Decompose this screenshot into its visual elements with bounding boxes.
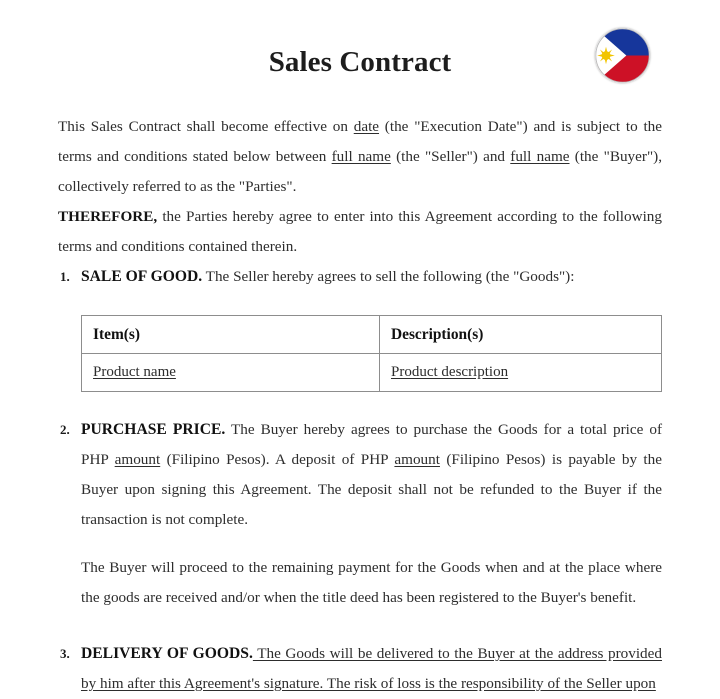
clause-2-text-1: The Buyer hereby agrees to purchase the Goods for a total price of PHP	[81, 421, 662, 468]
document-header	[0, 0, 720, 112]
clause-2-number: 2.	[60, 422, 70, 437]
table-row	[82, 354, 662, 392]
table-header-items: Item(s)	[82, 316, 380, 354]
clause-3-text: The Goods will be delivered to the Buyer at the address provided by him after this Agreement's signature. The risk of loss is the responsibility of the Seller upon	[81, 645, 662, 692]
clause-2-body	[81, 415, 662, 535]
intro-text-2: (the "Execution Date") and is subject to the terms and conditions stated below between	[58, 118, 662, 165]
field-seller-name[interactable]: full name	[331, 148, 391, 165]
therefore-lead: THEREFORE,	[58, 208, 158, 225]
intro-paragraph	[58, 112, 662, 202]
clause-1-title: SALE OF GOOD.	[81, 268, 203, 285]
intro-text-3: (the "Seller") and	[390, 148, 511, 165]
goods-table	[81, 315, 662, 392]
table-cell-product-description[interactable]	[380, 354, 662, 392]
therefore-text: the Parties hereby agree to enter into this Agreement according to the following terms and conditions contained therein.	[58, 208, 662, 255]
clause-delivery-of-goods	[58, 639, 662, 699]
clause-purchase-price	[58, 415, 662, 613]
intro-text-4: (the "Buyer"), collectively referred to as the "Parties".	[58, 148, 662, 195]
field-product-name[interactable]: Product name	[93, 364, 176, 380]
clause-3-title: DELIVERY OF GOODS.	[81, 645, 253, 662]
clause-2-title: PURCHASE PRICE.	[81, 421, 226, 438]
clause-1-body	[81, 262, 662, 292]
field-total-price-amount[interactable]: amount	[114, 451, 161, 468]
therefore-paragraph	[58, 202, 662, 262]
clause-sale-of-good	[58, 262, 662, 292]
table-header-descriptions: Description(s)	[380, 316, 662, 354]
table-cell-product-name[interactable]	[82, 354, 380, 392]
page-title: Sales Contract	[268, 46, 452, 78]
philippines-flag-icon	[595, 28, 650, 83]
clause-2-paragraph-2: The Buyer will proceed to the remaining payment for the Goods when and at the place where the goods are received and/or when the title deed has been registered to the Buyer's benefit.	[81, 559, 662, 606]
field-buyer-name[interactable]: full name	[510, 148, 570, 165]
field-deposit-amount[interactable]: amount	[394, 451, 440, 468]
field-execution-date[interactable]: date	[353, 118, 380, 135]
table-header-row	[82, 316, 662, 354]
clause-2-text-3: (Filipino Pesos) is payable by the Buyer upon signing this Agreement. The deposit shall not be refunded to the Buyer if the transaction is not complete.	[81, 451, 662, 528]
clause-3-number: 3.	[60, 646, 70, 661]
clause-2-text-2: (Filipino Pesos). A deposit of PHP	[160, 451, 395, 468]
clause-1-text: The Seller hereby agrees to sell the following (the "Goods"):	[202, 268, 575, 285]
intro-text-1: This Sales Contract shall become effective on	[58, 118, 354, 135]
field-product-description[interactable]: Product description	[391, 364, 509, 380]
clause-3-body	[81, 639, 662, 699]
clause-1-number: 1.	[60, 269, 70, 284]
document-body	[0, 112, 720, 699]
